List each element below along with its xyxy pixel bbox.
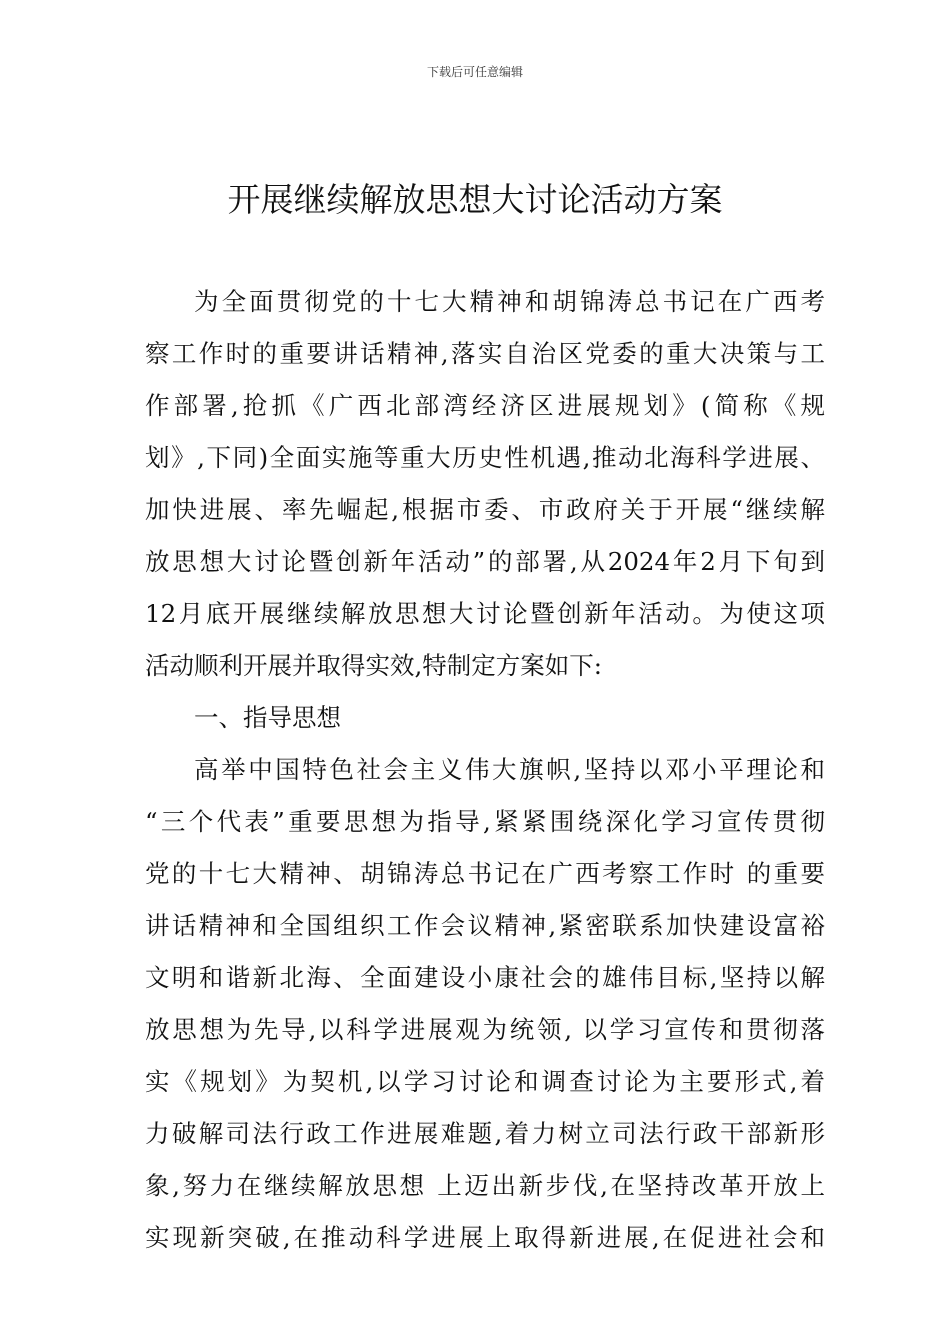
body-line: 加快进展、率先崛起,根据市委、市政府关于开展“继续解 [145,495,825,524]
body-line: 划》,下同)全面实施等重大历史性机遇,推动北海科学进展、 [145,443,825,472]
body-line: 实现新突破,在推动科学进展上取得新进展,在促进社会和 [145,1223,825,1252]
body-line: 力破解司法行政工作进展难题,着力树立司法行政干部新形 [145,1119,825,1148]
body-line: “三个代表”重要思想为指导,紧紧围绕深化学习宣传贯彻 [145,807,825,836]
body-line: 党的十七大精神、胡锦涛总书记在广西考察工作时 的重要 [145,859,825,888]
document-title: 开展继续解放思想大讨论活动方案 [227,180,723,219]
body-line: 放思想为先导,以科学进展观为统领, 以学习宣传和贯彻落 [145,1015,825,1044]
body-line: 讲话精神和全国组织工作会议精神,紧密联系加快建设富裕 [145,911,825,940]
body-line: 察工作时的重要讲话精神,落实自治区党委的重大决策与工 [145,339,825,368]
body-line: 象,努力在继续解放思想 上迈出新步伐,在坚持改革开放上 [145,1171,825,1200]
body-line: 文明和谐新北海、全面建设小康社会的雄伟目标,坚持以解 [145,963,825,992]
body-line: 12月底开展继续解放思想大讨论暨创新年活动。为使这项 [145,599,825,628]
body-line: 高举中国特色社会主义伟大旗帜,坚持以邓小平理论和 [194,755,825,784]
body-line: 放思想大讨论暨创新年活动”的部署,从2024年2月下旬到 [145,547,825,576]
body-line: 作部署,抢抓《广西北部湾经济区进展规划》(简称《规 [145,391,825,420]
section-heading: 一、指导思想 [194,703,341,732]
body-line: 实《规划》为契机,以学习讨论和调查讨论为主要形式,着 [145,1067,825,1096]
header-note: 下载后可任意编辑 [426,65,523,79]
body-line: 活动顺利开展并取得实效,特制定方案如下: [145,651,603,680]
body-line: 为全面贯彻党的十七大精神和胡锦涛总书记在广西考 [194,287,825,316]
